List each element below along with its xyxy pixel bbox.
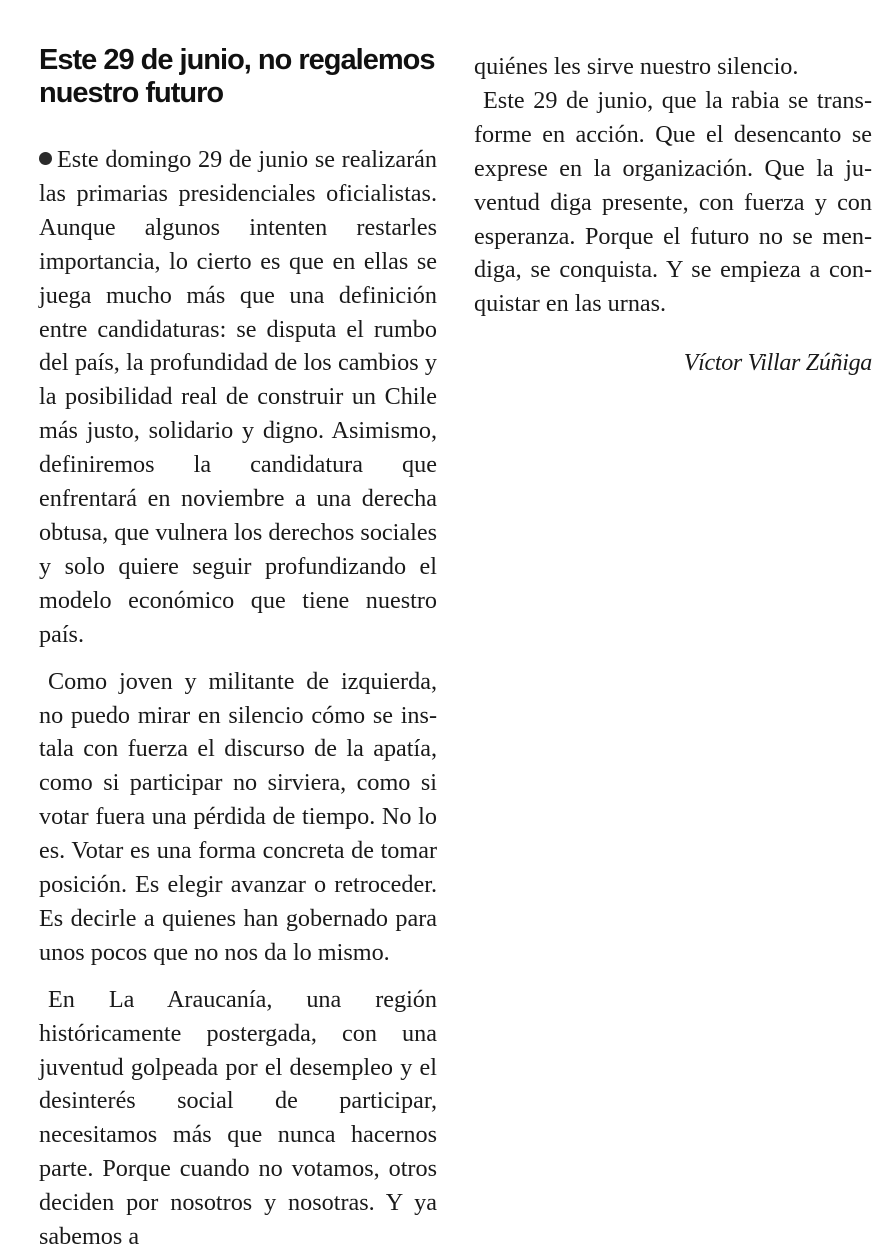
- bullet-icon: [39, 152, 52, 165]
- article-paragraph-4: Este 29 de junio, que la rabia se transforme en acción. Que el desencanto se exprese en la organización. Que la juventud diga presente, con fuerza y con esperanza. Porque el futuro no se mendiga, se conquista. Y se empieza a conquistar en las urnas.: [474, 86, 872, 318]
- article-column-right: [474, 0, 872, 321]
- article-paragraph-1: [39, 143, 437, 652]
- article-title: Este 29 de junio, no regalemos nuestro futuro: [39, 44, 435, 109]
- article-column-left: [39, 0, 437, 1254]
- article-paragraph-3: En La Araucanía, una región históricamente postergada, con una juventud golpeada por el desempleo y el desinterés social de participar, necesitamos más que nunca hacernos parte. Porque cuando no votamos, otros deciden por nosotros y nosotras. Y ya sabemos a: [39, 985, 437, 1251]
- article-paragraph-1-text: Este domingo 29 de junio se realizarán las primarias presidenciales oficialistas. Aunque algunos intenten restarles importancia, lo cierto es que en ellas se juega mucho más que una definición entre candidaturas: se disputa el rumbo del país, la profundidad de los cambios y la posibilidad real de construir un Chile más justo, solidario y digno. Asimismo, definiremos la candidatura que enfrentará en noviembre a una derecha obtusa, que vulnera los derechos sociales y solo quiere seguir profundizando el modelo económico que tiene nuestro país.: [39, 146, 437, 648]
- article-paragraph-2: Como joven y militante de izquierda, no puedo mirar en silencio cómo se instala con fuerza el discurso de la apatía, como si participar no sirviera, como si votar fuera una pérdida de tiempo. No lo es. Votar es una forma concreta de tomar posición. Es elegir avanzar o retroceder. Es decirle a quienes han gobernado para unos pocos que no nos da lo mismo.: [39, 667, 437, 966]
- author-signature: Víctor Villar Zúñiga: [683, 350, 872, 376]
- article-paragraph-3-continued: quiénes les sirve nuestro silencio.: [474, 53, 799, 80]
